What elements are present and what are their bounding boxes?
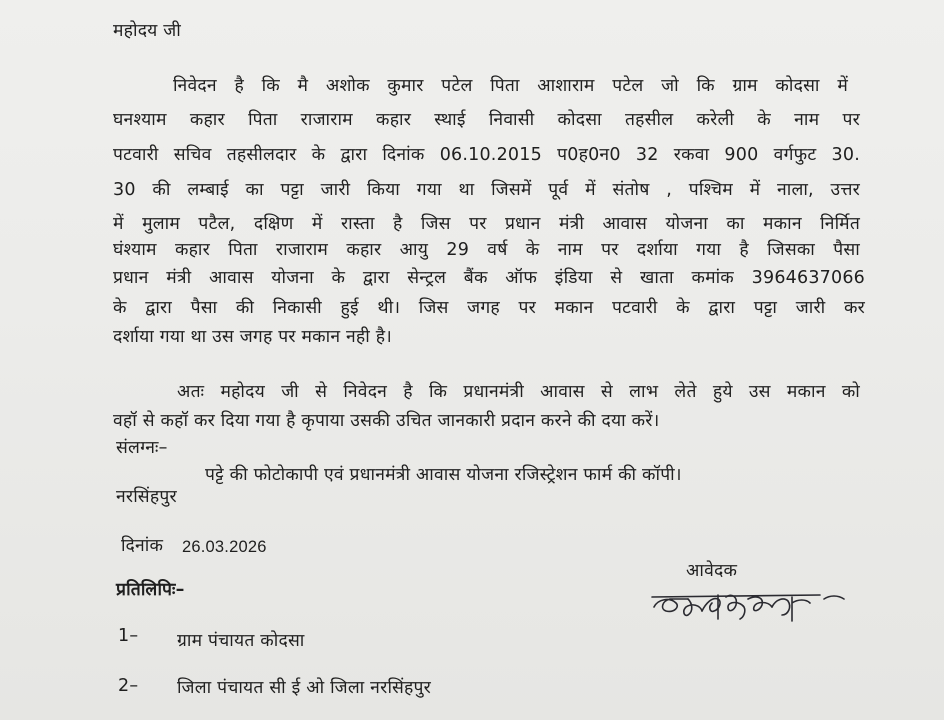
para1-line-8: के द्वारा पैसा की निकासी हुई थी। जिस जगह पर मकान पटवारी के द्वारा पट्टा जारी कर bbox=[113, 298, 865, 318]
date-value: 26.03.2026 bbox=[182, 538, 267, 556]
para1-line-6: घंश्याम कहार पिता राजाराम कहार आयु 29 वर्ष के नाम पर दर्शाया गया है जिसका पैसा bbox=[113, 240, 860, 260]
signature-image bbox=[648, 585, 858, 633]
enclosure-label: संलग्नः– bbox=[116, 438, 168, 458]
para1-line-5: में मुलाम पटैल, दक्षिण में रास्ता है जिस पर प्रधान मंत्री आवास योजना का मकान निर्मित bbox=[113, 214, 860, 234]
para2-line-1: अतः महोदय जी से निवेदन है कि प्रधानमंत्री आवास से लाभ लेते हुये उस मकान को bbox=[177, 382, 860, 402]
para1-line-4: 30 की लम्बाई का पट्टा जारी किया गया था जिसमें पूर्व में संतोष , पश्चिम में नाला, उत्तर bbox=[113, 180, 860, 200]
para1-line-2: घनश्याम कहार पिता राजाराम कहार स्थाई निवासी कोदसा तहसील करेली के नाम पर bbox=[113, 110, 860, 130]
para1-line-7: प्रधान मंत्री आवास योजना के द्वारा सेन्ट्रल बैंक ऑफ इंडिया से खाता कमांक 3964637066 bbox=[113, 268, 865, 288]
place: नरसिंहपुर bbox=[116, 487, 177, 507]
salutation: महोदय जी bbox=[113, 21, 182, 41]
copy-heading: प्रतिलिपिः– bbox=[116, 580, 185, 600]
para1-line-9: दर्शाया गया था उस जगह पर मकान नही है। bbox=[113, 327, 393, 347]
para2-line-2: वहॉ से कहॉ कर दिया गया है कृपाया उसकी उचित जानकारी प्रदान करने की दया करें। bbox=[113, 411, 660, 431]
copy-item-1-number: 1– bbox=[118, 626, 139, 646]
enclosure-text: पट्टे की फोटोकापी एवं प्रधानमंत्री आवास योजना रजिस्ट्रेशन फार्म की कॉपी। bbox=[205, 465, 682, 485]
para1-line-3: पटवारी सचिव तहसीलदार के द्वारा दिनांक 06.10.2015 प0ह0न0 32 रकवा 900 वर्गफुट 30. bbox=[113, 145, 860, 165]
para1-line-1: निवेदन है कि मै अशोक कुमार पटेल पिता आशाराम पटेल जो कि ग्राम कोदसा में bbox=[173, 76, 848, 96]
copy-item-2-text: जिला पंचायत सी ई ओ जिला नरसिंहपुर bbox=[177, 678, 431, 698]
date-label: दिनांक bbox=[121, 536, 164, 556]
copy-item-1-text: ग्राम पंचायत कोदसा bbox=[177, 631, 305, 651]
copy-item-2-number: 2– bbox=[118, 676, 139, 696]
applicant-label: आवेदक bbox=[686, 561, 738, 581]
